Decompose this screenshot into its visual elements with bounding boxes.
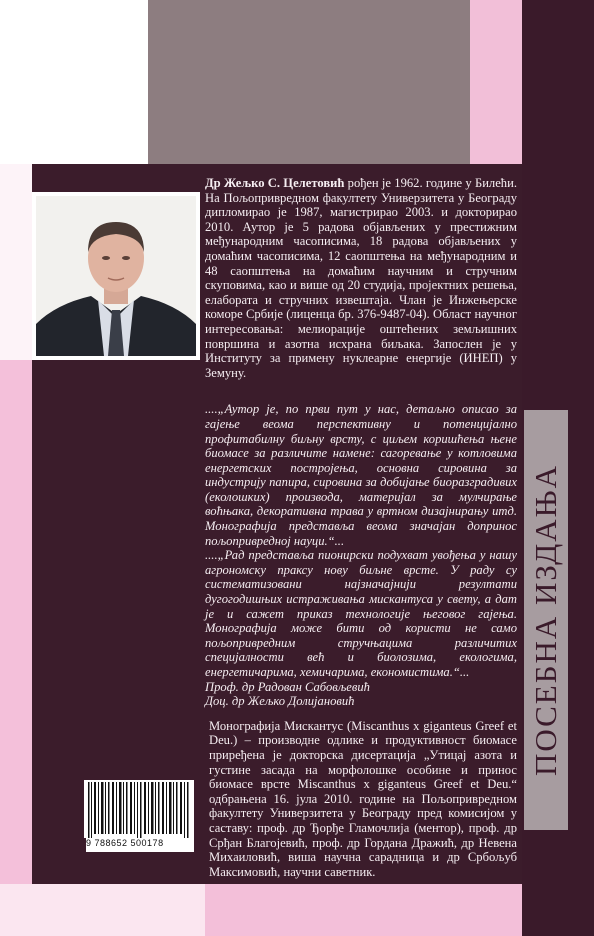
author-name: Др Жељко С. Целетовић	[205, 176, 345, 190]
author-photo	[36, 196, 196, 356]
monograph-description: Монографија Мискантус (Miscanthus x giganteus Greef et Deu.) – производне одлике и продуктивност биомасе приређена је докторска дисертација „Утицај азота и густине засада на морфолошке особине и принос биомасе врсте Miscanthus x giganteus Greef et Deu.“ одбрањена 16. јула 2010. године на Пољопривредном факултету Универзитета у Београду пред комисијом у саставу: проф. др Ђорђе Гламочлија (ментор), проф. др Срђан Благојевић, проф. др Гордана Дражић, др Невена Михаиловић, виша научна сарадница и др Србољуб Максимовић, научни саветник.	[209, 718, 517, 879]
author-portrait-icon	[36, 196, 196, 356]
reviewer-1: Проф. др Радован Сабовљевић	[205, 679, 370, 694]
author-bio	[205, 176, 517, 380]
barcode-number: 9 788652 500178	[86, 838, 194, 852]
review-quote-2: ....„Рад представља пионирски подухват увођења у нашу агрономску праксу нову биљне врсте. У раду су систематизовани најзначајнији резултати дугогодишњих истраживања мискантуса у свету, а дат је и сажет приказ технологије његовог гајења. Монографија може бити од користи не само пољопривредним стручњацима различитих специјалности већ и биолозима, екологима, енергетичарима, хемичарима, економистима.“...	[205, 548, 517, 679]
top-left-white-block	[0, 0, 148, 164]
bottom-left-light-block	[0, 884, 205, 936]
top-pink-block	[470, 0, 522, 164]
series-band	[524, 410, 568, 830]
barcode	[84, 780, 194, 838]
barcode-icon	[84, 780, 194, 838]
reviewer-2: Доц. др Жељко Долијановић	[205, 694, 355, 709]
left-light-block	[0, 164, 32, 364]
series-title: ПОСЕБНА ИЗДАЊА	[528, 463, 563, 777]
top-gray-block	[148, 0, 470, 164]
back-cover-text	[205, 176, 517, 882]
review-quote-1: ....„Аутор је, по први пут у нас, детаљно описао за гајење веома перспективну и потенцијално профитабилну биљну врсту, с циљем коришћења њене биомасе за различите намене: сагоревање у котловима енергетских постројења, основна сировина за индустрију папира, сировина за добијање биоразградивих (еколошких) производа, материјал за мулчирање воћњака, декоративна трава у вртном дизајнирању итд. Монографија представља веома значајан допринос пољопривредној науци.“...	[205, 402, 517, 548]
author-bio-text: рођен је 1962. године у Билећи. На Пољопривредном факултету Универзитета у Београду дипломирао је 1987, магистрирао 2003. и докторирао 2010. Аутор је 5 радова објављених у престижним међународним часописима, 18 радова објављених у домаћим часописима, 12 саопштења на међународним и 48 саопштења на домаћим научним и стручним скуповима, као и више од 20 студија, пројектних решења, елабората и стручних извештаја. Члан је Инжењерске коморе Србије (лиценца бр. 376-9487-04). Област научног интересовања: мелиорације оштећених земљишних површина и азотна исхрана биљака. Запослен је у Институту за примену нуклеарне енергије (ИНЕП) у Земуну.	[205, 176, 517, 380]
